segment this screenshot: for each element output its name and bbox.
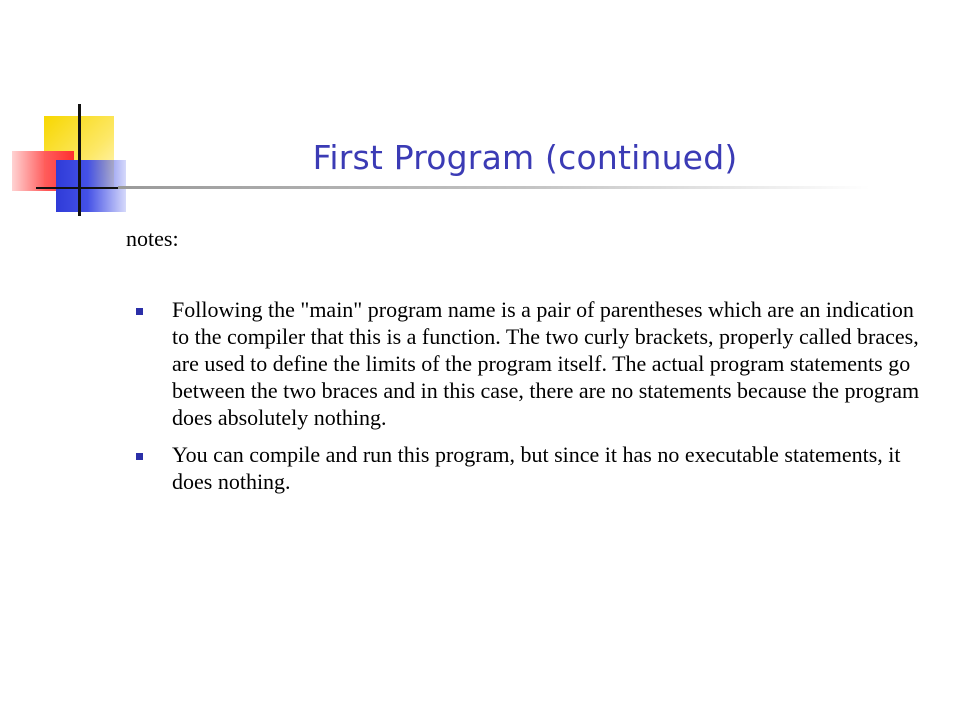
horizontal-rule	[36, 187, 126, 189]
bullet-item	[136, 441, 936, 495]
square-bullet-icon	[136, 453, 143, 460]
square-bullet-icon	[136, 308, 143, 315]
bullet-item	[136, 296, 936, 431]
bullet-text: Following the "main" program name is a pair of parentheses which are an indication to the compiler that this is a function. The two curly brackets, properly called braces, are used to define the limits of the program itself. The actual program statements go between the two braces and in this case, there are no statements because the program does absolutely nothing.	[172, 297, 920, 430]
bullet-text: You can compile and run this program, but since it has no executable statements, it does nothing.	[172, 442, 901, 494]
title-underline	[118, 186, 870, 189]
slide-title: First Program (continued)	[312, 138, 738, 177]
bullet-list	[136, 296, 936, 505]
notes-label: notes:	[126, 226, 179, 251]
decorative-logo	[0, 0, 140, 230]
